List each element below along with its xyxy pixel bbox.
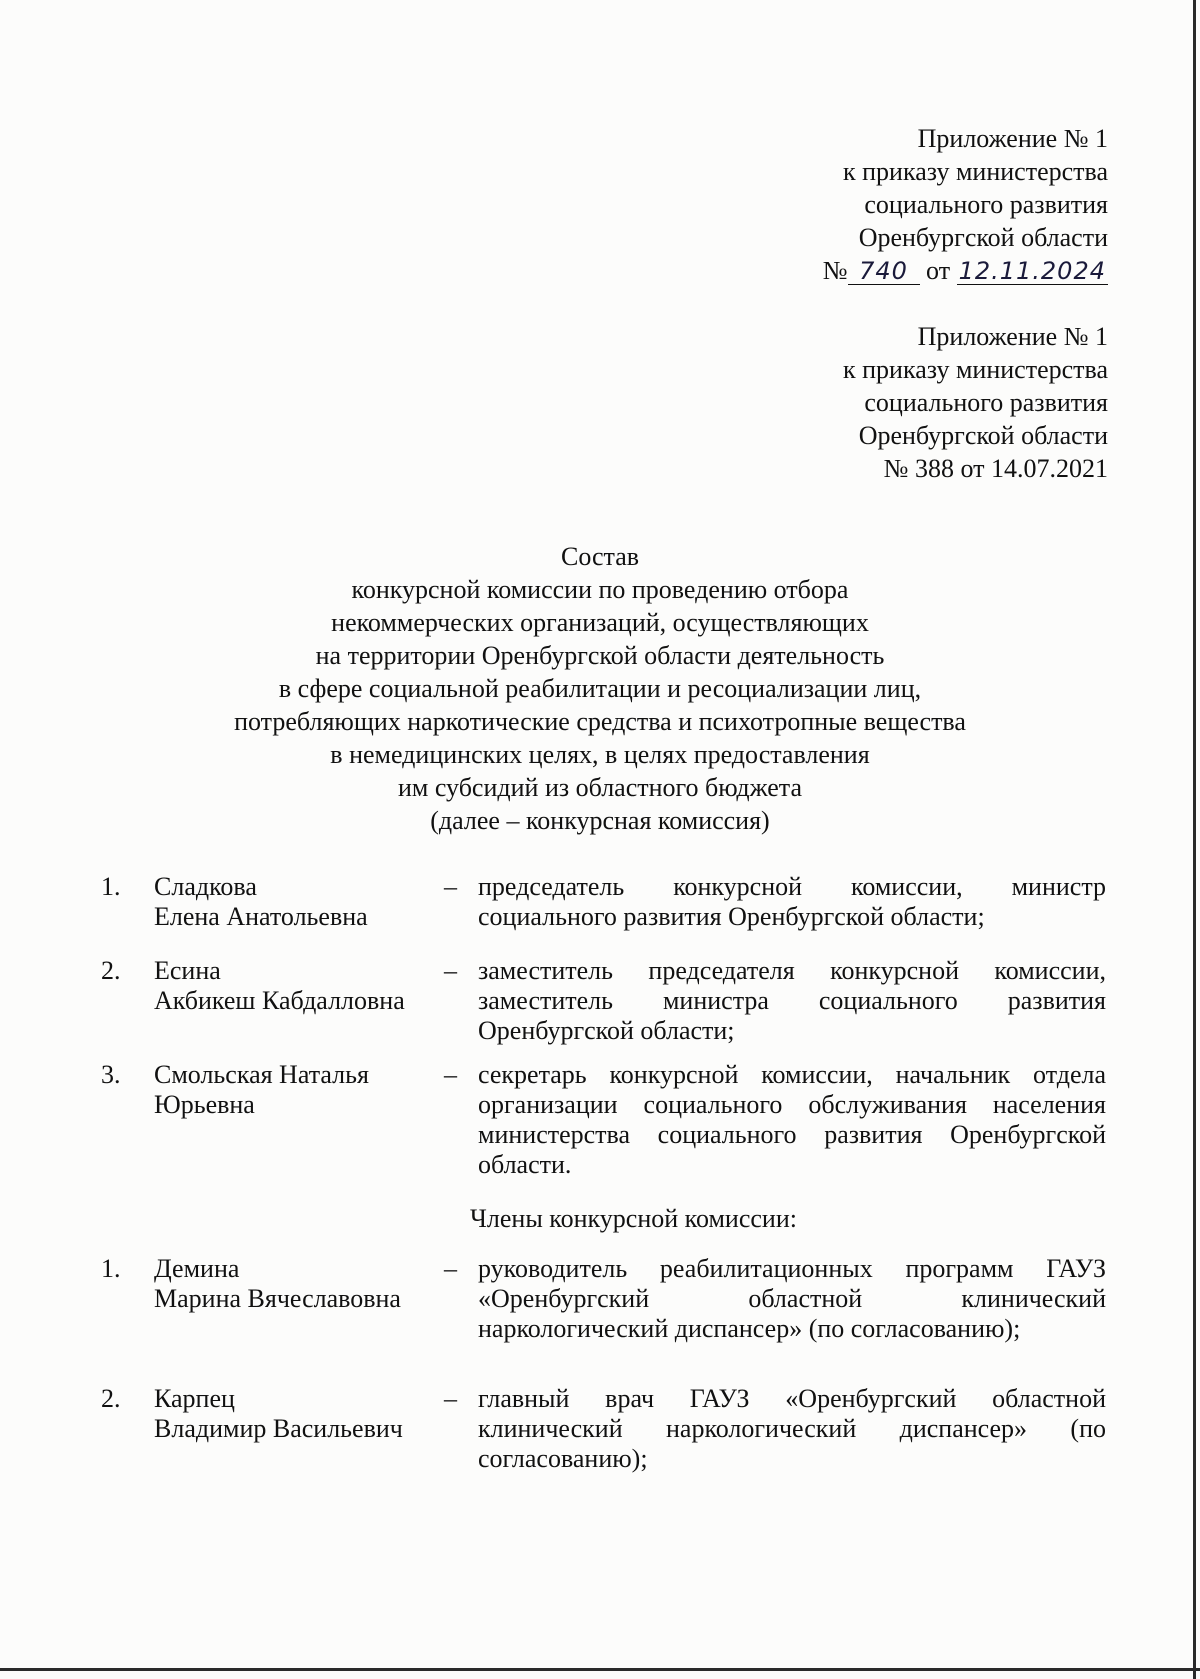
entry-role: секретарь конкурсной комиссии, начальник отдела организации социального обслуживания населения министерства социального развития Оренбургской области. [478,1060,1106,1179]
title-line: некоммерческих организаций, осуществляющих [331,608,869,637]
members-heading: Члены конкурсной комиссии: [470,1204,797,1233]
appendix-number-date: № 388 от 14.07.2021 [883,454,1108,483]
entry-name [154,956,434,1016]
title-line: (далее – конкурсная комиссия) [430,806,770,835]
entry-number: 2. [101,956,121,985]
scan-border-right [1193,0,1196,1679]
entry-number: 3. [101,1060,121,1089]
entry-surname: Сладкова [154,872,257,901]
entry-given-names: Марина Вячеславовна [154,1284,401,1313]
entry-name [154,1254,434,1314]
title-line: Состав [560,542,640,571]
entry-role: председатель конкурсной комиссии, министр социального развития Оренбургской области; [478,872,1106,931]
handwritten-order-date: 12.11.2024 [958,257,1106,285]
title-line: конкурсной комиссии по проведению отбора [351,575,849,604]
entry-role: главный врач ГАУЗ «Оренбургский областной клинический наркологический диспансер» (по согласованию); [478,1384,1106,1473]
entry-number: 1. [101,872,121,901]
entry-given-names: Владимир Васильевич [154,1414,403,1443]
appendix-ministry: социального развития [864,190,1108,219]
appendix-header-previous [843,320,1108,485]
title-line: потребляющих наркотические средства и психотропные вещества [234,707,966,736]
entry-name [154,1384,434,1444]
document-title [150,540,1050,837]
from-label: от [926,256,951,285]
title-line: на территории Оренбургской области деятельность [315,641,885,670]
entry-dash: – [444,1060,457,1089]
handwritten-order-number: 740 [848,258,920,285]
scan-border-bottom [0,1668,1200,1671]
entry-role: заместитель председателя конкурсной комиссии, заместитель министра социального развития Оренбургской области; [478,956,1106,1045]
entry-surname: Демина [154,1254,240,1283]
appendix-ministry: социального развития [864,388,1108,417]
appendix-header-current [823,122,1108,287]
entry-dash: – [444,1254,457,1283]
entry-surname: Карпец [154,1384,235,1413]
appendix-title: Приложение № 1 [917,124,1108,153]
entry-role: руководитель реабилитационных программ ГАУЗ «Оренбургский областной клинический наркологический диспансер» (по согласованию); [478,1254,1106,1343]
title-line: им субсидий из областного бюджета [397,773,802,802]
entry-given-names: Акбикеш Кабдалловна [154,986,405,1015]
appendix-number-date [823,254,1108,287]
entry-dash: – [444,956,457,985]
entry-dash: – [444,1384,457,1413]
title-line: в сфере социальной реабилитации и ресоциализации лиц, [278,674,922,703]
appendix-title: Приложение № 1 [917,322,1108,351]
entry-name [154,872,434,932]
number-label: № [822,256,848,285]
entry-given-names: Юрьевна [154,1090,255,1119]
entry-name [154,1060,434,1120]
entry-number: 2. [101,1384,121,1413]
entry-surname: Смольская Наталья [154,1060,369,1089]
entry-given-names: Елена Анатольевна [154,902,368,931]
appendix-region: Оренбургской области [858,223,1108,252]
entry-surname: Есина [154,956,221,985]
appendix-order-ref: к приказу министерства [843,157,1108,186]
entry-number: 1. [101,1254,121,1283]
appendix-region: Оренбургской области [858,421,1108,450]
entry-dash: – [444,872,457,901]
appendix-order-ref: к приказу министерства [843,355,1108,384]
title-line: в немедицинских целях, в целях предоставления [330,740,870,769]
